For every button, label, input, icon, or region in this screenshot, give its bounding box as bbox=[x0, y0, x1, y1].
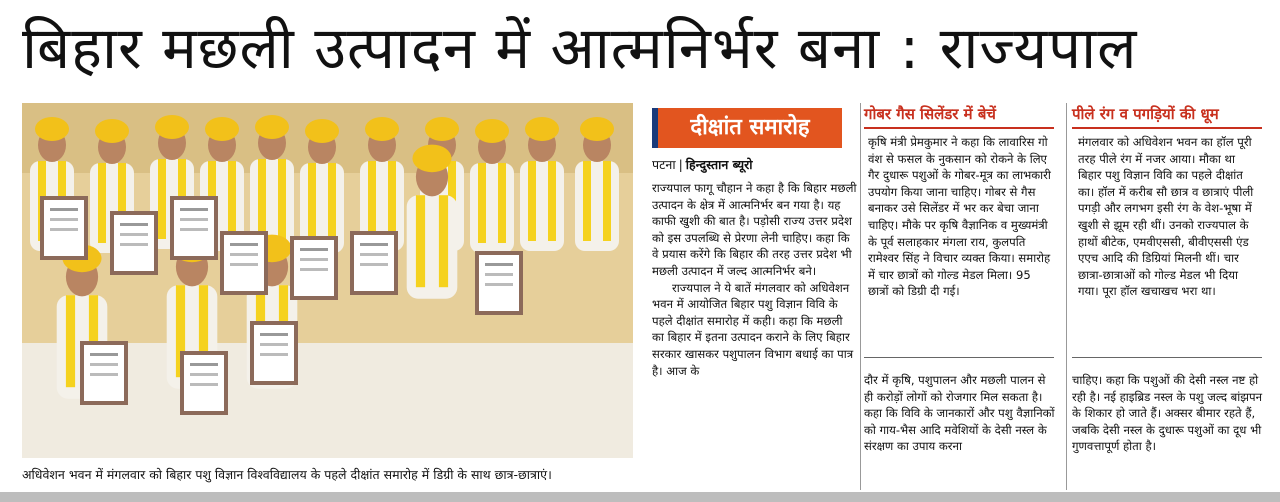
degree-certificate bbox=[222, 233, 266, 293]
degree-certificate bbox=[352, 233, 396, 293]
article-column-2: दौर में कृषि, पशुपालन और मछली पालन से ही करोड़ों लोगों को रोजगार मिल सकता है। कहा कि विवि के जानकारों और पशु वैज्ञानिकों को गाय-भैस आदि मवेशियों के देसी नस्ल के संरक्षण का उपाय करना bbox=[864, 373, 1055, 454]
degree-certificate bbox=[292, 238, 336, 298]
bottom-rule bbox=[0, 492, 1280, 502]
convocation-photo bbox=[22, 103, 633, 458]
photo-caption: अधिवेशन भवन में मंगलवार को बिहार पशु विज्ञान विश्वविद्यालय के पहले दीक्षांत समारोह में डिग्री के साथ छात्र-छात्राएं। bbox=[22, 467, 552, 482]
page-headline: बिहार मछली उत्पादन में आत्मनिर्भर बना : राज्यपाल bbox=[22, 14, 1138, 82]
degree-certificate bbox=[182, 353, 226, 413]
degree-certificate bbox=[172, 198, 216, 258]
sidebar-title: गोबर गैस सिलेंडर में बेचें bbox=[864, 103, 1054, 129]
article-column-1 bbox=[652, 180, 858, 485]
dateline-place: पटना bbox=[652, 157, 676, 172]
sidebar-text: कृषि मंत्री प्रेमकुमार ने कहा कि लावारिस गो वंश से फसल के नुकसान को रोकने के लिए गैर दुधारू पशुओं के गोबर-मूत्र का लाभकारी उपयोग किया जाना चाहिए। गोबर से गैस बनाकर उसे सिलेंडर में भर कर बेचा जाना चाहिए। मौके पर कृषि वैज्ञानिक व मुख्यमंत्री के पूर्व सलाहकार मंगला राय, कुलपति रामेश्वर सिंह ने विचार व्यक्त किया। समारोह में चार छात्रों को गोल्ड मेडल मिला। 95 छात्रों को डिग्री दी गई। bbox=[868, 135, 1051, 299]
degree-certificate bbox=[252, 323, 296, 383]
degree-certificate bbox=[42, 198, 86, 258]
article-column-3: चाहिए। कहा कि पशुओं की देसी नस्ल नष्ट हो रही है। नई हाइब्रिड नस्ल के पशु जल्द बांझपन के शिकार हो जाते हैं। अक्सर बीमार रहते हैं, जबकि देसी नस्ल के दुधारू पशुओं का दूध भी गुणवत्तापूर्ण होता है। bbox=[1072, 373, 1263, 454]
dateline-bureau: हिन्दुस्तान ब्यूरो bbox=[685, 157, 753, 172]
section-badge: दीक्षांत समारोह bbox=[652, 108, 842, 148]
article-paragraph: राज्यपाल ने ये बातें मंगलवार को अधिवेशन भवन में आयोजित बिहार पशु विज्ञान विवि के पहले दीक्षांत समारोह में कही। कहा कि मछली का बिहार में इतना उत्पादन कराने के लिए बिहार सरकार खासकर पशुपालन विभाग बधाई का पात्र है। आज के bbox=[652, 280, 854, 378]
article-paragraph: राज्यपाल फागू चौहान ने कहा है कि बिहार मछली उत्पादन के क्षेत्र में आत्मनिर्भर बन गया है। यह काफी खुशी की बात है। पड़ोसी राज्य उत्तर प्रदेश को इस उपलब्धि से प्रेरणा लेनी चाहिए। कहा कि वे प्रयास करेंगे कि बिहार की तरह उत्तर प्रदेश भी मछली उत्पादन में जल्द आत्मनिर्भर बने। bbox=[652, 181, 857, 278]
dateline: पटना | हिन्दुस्तान ब्यूरो bbox=[652, 157, 753, 172]
sidebar-title: पीले रंग व पगड़ियों की धूम bbox=[1072, 103, 1262, 129]
column-divider bbox=[860, 103, 861, 490]
degree-certificate bbox=[82, 343, 126, 403]
sidebar-text: मंगलवार को अधिवेशन भवन का हॉल पूरी तरह पीले रंग में नजर आया। मौका था बिहार पशु विज्ञान विवि का पहले दीक्षांत का। हॉल में करीब सौ छात्र व छात्राएं पीली पगड़ी और लगभग इसी रंग के वेश-भूषा में खुशी से झूम रही थीं। उनको राज्यपाल के हाथों बीटेक, एमवीएससी, बीवीएससी एंड एएच आदि की डिग्रियां मिलनी थीं। चार छात्रा-छात्राओं को गोल्ड मेडल भी दिया गया। पूरा हॉल खचाखच भरा था। bbox=[1078, 135, 1254, 299]
degree-certificate bbox=[477, 253, 521, 313]
degree-certificate bbox=[112, 213, 156, 273]
column-divider bbox=[1066, 103, 1067, 490]
